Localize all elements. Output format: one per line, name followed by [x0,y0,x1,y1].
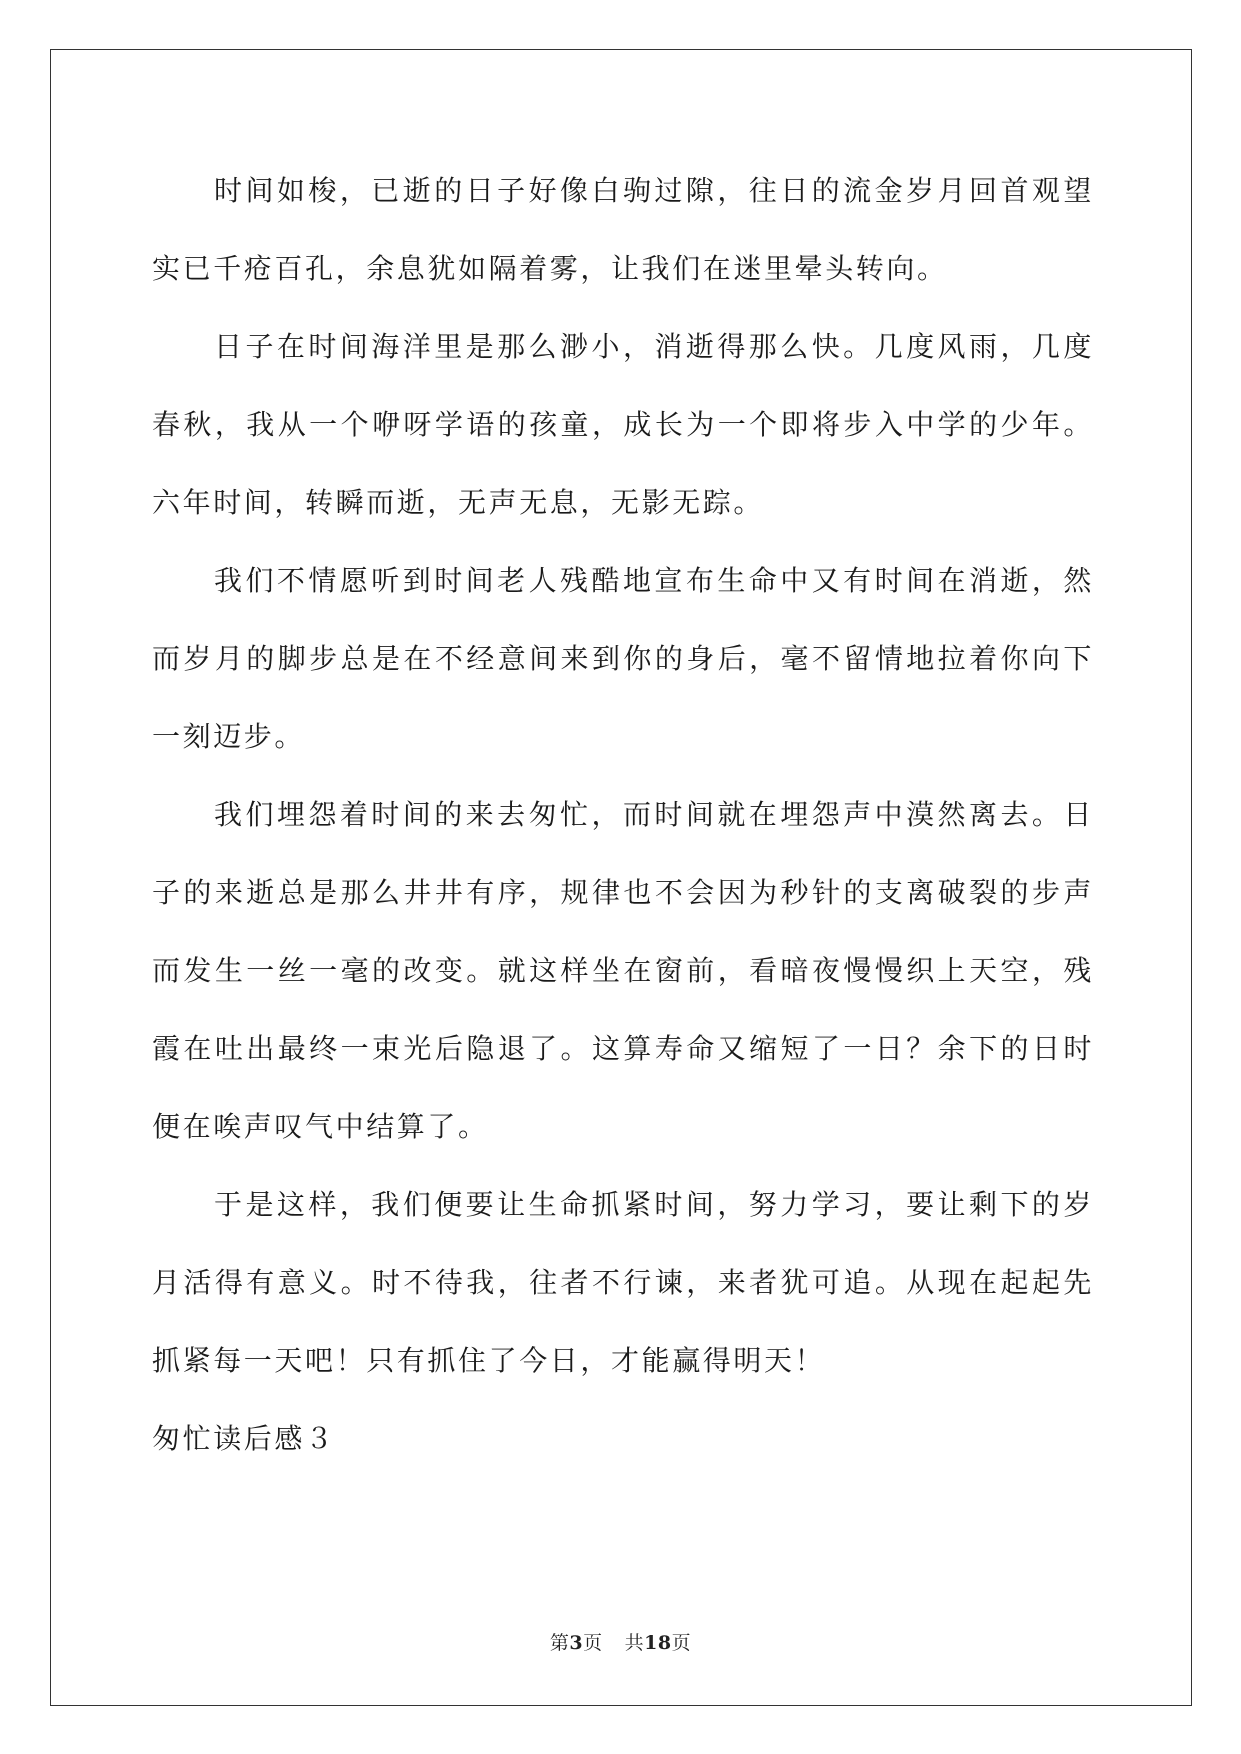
paragraph-3: 我们不情愿听到时间老人残酷地宣布生命中又有时间在消逝，然而岁月的脚步总是在不经意间来到你的身后，毫不留情地拉着你向下一刻迈步。 [152,564,1094,753]
page-prefix: 第 [549,1632,570,1654]
paragraph-2: 日子在时间海洋里是那么渺小，消逝得那么快。几度风雨，几度春秋，我从一个咿呀学语的孩童，成长为一个即将步入中学的少年。六年时间，转瞬而逝，无声无息，无影无踪。 [152,330,1094,519]
total-pages: 18 [644,1632,672,1654]
paragraph-1: 时间如梭，已逝的日子好像白驹过隙，往日的流金岁月回首观望实已千疮百孔，余息犹如隔着雾，让我们在迷里晕头转向。 [152,174,1094,285]
page-number: 3 [569,1632,584,1654]
total-suffix: 页 [671,1632,692,1654]
paragraph-5: 于是这样，我们便要让生命抓紧时间，努力学习，要让剩下的岁月活得有意义。时不待我，往者不行谏，来者犹可追。从现在起起先抓紧每一天吧！只有抓住了今日，才能赢得明天！ [152,1188,1094,1377]
section-heading: 匆忙读后感３ [152,1422,336,1455]
total-prefix: 共 [624,1632,645,1654]
page-suffix: 页 [583,1632,603,1654]
page-footer [0,1628,1241,1655]
document-body [152,152,1094,1478]
paragraph-4: 我们埋怨着时间的来去匆忙，而时间就在埋怨声中漠然离去。日子的来逝总是那么井井有序，规律也不会因为秒针的支离破裂的步声而发生一丝一毫的改变。就这样坐在窗前，看暗夜慢慢织上天空，残霞在吐出最终一束光后隐退了。这算寿命又缩短了一日？余下的日时便在唉声叹气中结算了。 [152,798,1094,1143]
